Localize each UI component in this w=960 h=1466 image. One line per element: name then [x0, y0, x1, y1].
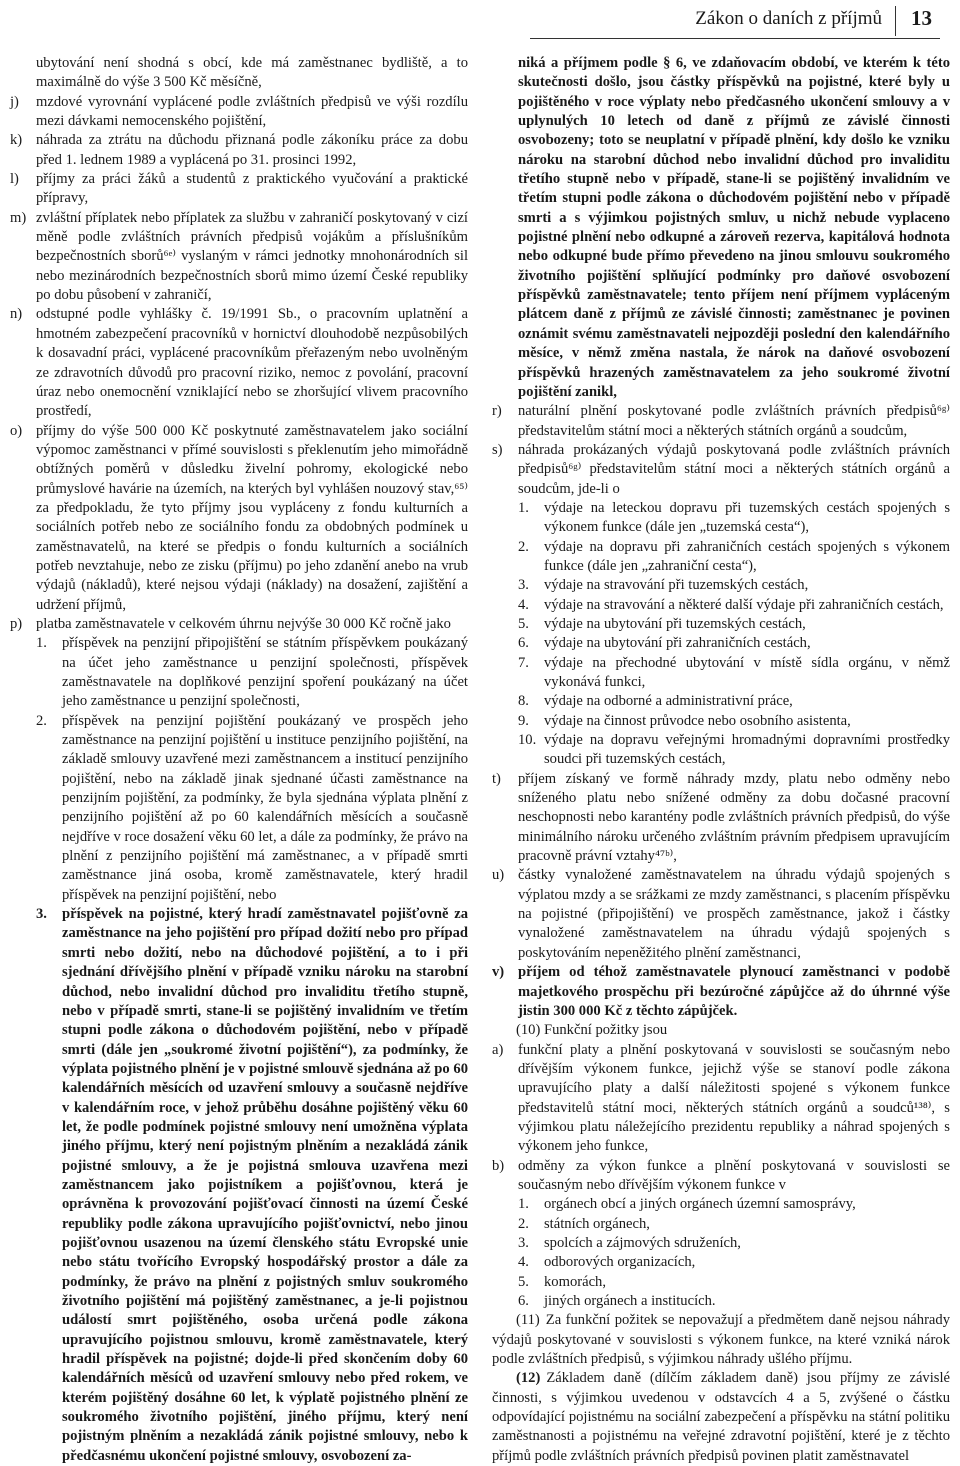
page-header: [0, 0, 960, 40]
sub-item-number: 5.: [518, 615, 529, 632]
sub-item-text: výdaje na dopravu veřejnými hromadnými dopravními prostředky soudci při tuzemských cestách,: [544, 732, 950, 768]
sub-item-text: orgánech obcí a jiných orgánech územní samosprávy,: [544, 1196, 856, 1213]
continued-item-text: ubytování není shodná s obcí, kde má zaměstnanec bydliště, a to maximálně do výše 3 500 Kč měsíčně,: [36, 55, 468, 91]
header-divider: [895, 6, 896, 36]
sub-item-number: 1.: [518, 1196, 529, 1213]
header-rule: [530, 38, 940, 39]
sub-item-number: 6.: [518, 1293, 529, 1309]
sub-item-number: 4.: [518, 596, 529, 613]
list-item-p: [10, 615, 468, 634]
sub-item-s4: [518, 596, 950, 615]
list-item-o: [10, 422, 468, 615]
sub-item-text: komorách,: [544, 1273, 607, 1290]
sub-item-text: výdaje na dopravu při zahraničních cestách spojených s výkonem funkce (dále jen „zahraniční cesta“),: [544, 538, 950, 574]
list-item-s: [492, 441, 950, 499]
item-text: naturální plnění poskytované podle zvláštních právních předpisů⁶ᵍ⁾ představitelům státní moci a některých státních orgánů a soudcům,: [518, 403, 950, 439]
sub-item-p1: [36, 634, 468, 711]
sub-item-text: výdaje na přechodné ubytování v místě sídla orgánu, v němž vykonává funkci,: [544, 654, 950, 690]
page-number: 13: [911, 6, 932, 30]
item-label: k): [10, 132, 23, 149]
sub-item-text: příspěvek na penzijní pojištění poukázaný ve prospěch jeho zaměstnance na penzijní pojištění u instituce penzijního pojištění, na základě smlouvy uzavřené mezi zaměstnancem a institucí penzijního pojištění, nebo na základě jinak sjednané účasti zaměstnance na penzijním pojištění, za podmínky, že byla sjednána výplata plnění z penzijního pojištění až po 60 kalendářních měsících a současně nejdříve v roce dosažení věku 60 let, a dále za podmínky, že právo na plnění z penzijního pojištění má zaměstnanec, a v případě smrti zaměstnance jiná osoba, kromě zaměstnavatele, který hradil příspěvek na penzijní pojištění, nebo: [62, 712, 468, 903]
paragraph-11: [492, 1311, 950, 1369]
sub-item-b1: [518, 1195, 950, 1214]
sub-item-text: výdaje na ubytování při zahraničních cestách,: [544, 635, 811, 652]
sub-item-s5: [518, 615, 950, 634]
sub-item-text: spolcích a zájmových sdruženích,: [544, 1234, 741, 1251]
sub-item-text: odborových organizacích,: [544, 1254, 696, 1271]
sub-item-text: jiných orgánech a institucích.: [544, 1293, 716, 1309]
paragraph-number: (12): [516, 1370, 541, 1387]
sub-item-s10: [518, 731, 950, 770]
sub-item-number: 9.: [518, 712, 529, 729]
sub-item-b3: [518, 1234, 950, 1253]
sub-item-number: 3.: [36, 906, 47, 923]
right-column: [492, 54, 950, 1466]
sub-item-number: 2.: [518, 538, 529, 555]
list-item-m: [10, 209, 468, 306]
sub-item-s8: [518, 692, 950, 711]
item-text: náhrada za ztrátu na důchodu přiznaná podle zákoníku práce za dobu před 1. lednem 1989 a vyplácená po 31. prosinci 1992,: [36, 132, 468, 168]
sub-item-number: 1.: [518, 499, 529, 516]
sub-item-text: výdaje na leteckou dopravu při tuzemských cestách spojených s výkonem funkce (dále jen „tuzemská cesta“),: [544, 499, 950, 536]
paragraph-10-heading: (10) Funkční požitky jsou: [516, 1022, 668, 1039]
sub-item-s3: [518, 576, 950, 595]
sub-item-b2: [518, 1215, 950, 1234]
item-text: příjmy za práci žáků a studentů z praktického vyučování a praktické přípravy,: [36, 171, 468, 207]
item-text: zvláštní příplatek nebo příplatek za službu v zahraničí poskytovaný v cizí měně podle zvláštních právních předpisů vojákům a příslušníkům bezpečnostních sborů⁶ᵉ⁾ vyslaným v rámci jednotky mnohonárodních sil nebo mezinárodních bezpečnostních sborů mimo území České republiky po dobu působení v zahraničí,: [36, 209, 468, 304]
sub-item-text: výdaje na ubytování při tuzemských cestách,: [544, 615, 806, 632]
sub-item-number: 3.: [518, 577, 529, 594]
sub-item-s7: [518, 654, 950, 693]
sub-item-text: výdaje na stravování při tuzemských cestách,: [544, 577, 809, 594]
sub-item-s9: [518, 712, 950, 731]
item-text: funkční platy a plnění poskytovaná v souvislosti se současným nebo dřívějším výkonem funkce, jejichž výše se stanoví podle zákona upravujícího platy a další náležitosti spojené s výkonem funkce představitelů státní moci, některých státních orgánů a soudců¹³⁸⁾, s výjimkou platu náležejícího prezidentu republiky a náhrad spojených s výkonem jeho funkce,: [518, 1041, 950, 1155]
list-item-10b: [492, 1157, 950, 1196]
list-item-u: [492, 866, 950, 963]
sub-item-text: výdaje na činnost průvodce nebo osobního asistenta,: [544, 712, 851, 729]
sub-item-s2: [518, 538, 950, 577]
item-label: p): [10, 615, 23, 632]
list-item-t: [492, 770, 950, 867]
sub-item-s1: [518, 499, 950, 538]
paragraph-number: (11): [516, 1312, 540, 1329]
left-column: [10, 54, 468, 1466]
item-text: náhrada prokázaných výdajů poskytovaná podle zvláštních právních předpisů⁶ᵍ⁾ představitelům státní moci a některých státních orgánů a soudcům, jde-li o: [518, 441, 950, 497]
item-text: platba zaměstnavatele v celkovém úhrnu nejvýše 30 000 Kč ročně jako: [36, 615, 451, 632]
item-text: příjem získaný ve formě náhrady mzdy, platu nebo odměny nebo sníženého platu nebo snížené odměny za dobu dočasné pracovní neschopnosti nebo karantény podle zvláštních právních předpisů, do výše minimálního nároku určeného zvláštním právním předpisem upravujícím pracovně právní vztahy⁴⁷ᵇ⁾,: [518, 770, 950, 865]
sub-item-p3: [36, 905, 468, 1466]
paragraph-12: [492, 1369, 950, 1466]
item-text: mzdové vyrovnání vyplácené podle zvláštních předpisů ve výši rozdílu mezi dávkami nemocenského pojištění,: [36, 93, 468, 130]
sub-item-number: 6.: [518, 635, 529, 652]
sub-item-number: 4.: [518, 1254, 529, 1271]
item-label: m): [10, 209, 27, 226]
item-label: l): [10, 171, 19, 188]
sub-item-b6: [518, 1292, 950, 1311]
sub-item-text: státních orgánech,: [544, 1215, 650, 1232]
sub-item-number: 1.: [36, 635, 47, 652]
item-label: t): [492, 770, 501, 787]
sub-item-text: příspěvek na pojistné, který hradí zaměstnavatel pojišťovně za zaměstnance na jeho pojištění pro případ dožití nebo pro případ smrti nebo dožití, nebo na důchodové pojištění, a to i při sjednání dřívějšího plnění v případě vzniku nároku na starobní důchod, nebo invalidní důchod pro invaliditu třetího stupně, nebo v případě smrti, stane-li se pojištěný invalidním ve třetím stupni podle zákona o důchodovém pojištění, nebo v případě smrti (dále jen „soukromé životní pojištění“), za podmínky, že výplata pojistného plnění je v pojistné smlouvě sjednána až po 60 kalendářních měsících od uzavření smlouvy a současně nejdříve v kalendářním roce, v jehož průběhu dosáhne pojištěný věku 60 let, že podle podmínek pojistné smlouvy není umožněna výplata jiného příjmu, který není pojistným plněním a nezakládá zánik pojistné smlouvy, a že je pojistná smlouva uzavřena mezi zaměstnancem jako pojistníkem a pojišťovnou, která je oprávněna k provozování pojišťovací činnosti na území České republiky podle zákona upravujícího pojišťovnictví, nebo jinou pojišťovnou usazenou na území členského státu Evropské unie nebo státu tvořícího Evropský hospodářský prostor a dále za podmínky, že právo na plnění z pojistných smluv soukromého životního pojištění má pojištěný zaměstnanec, a je-li pojistnou událostí smrt pojištěného, osoba určená podle zákona upravujícího pojistnou smlouvu, kromě zaměstnavatele, který hradil příspěvek na pojistné; dojde-li před skončením doby 60 kalendářních měsíců od uzavření smlouvy nebo před rokem, ve kterém pojištěný dosáhne 60 let, k výplatě pojistného plnění ze soukromého životního pojištění, jiného příjmu, který není pojistným plněním a nezakládá zánik pojistné smlouvy, nebo k předčasnému ukončení pojistné smlouvy, osvobození za-: [62, 906, 468, 1464]
item-text: příjem od téhož zaměstnavatele plynoucí zaměstnanci v podobě majetkového prospěchu při bezúročné zápůjčce až do úhrnné výše jistin 300 000 Kč z těchto zápůjček.: [518, 964, 950, 1019]
item-label: n): [10, 306, 23, 323]
list-item-10a: [492, 1041, 950, 1157]
item-label: r): [492, 403, 502, 420]
item-label: j): [10, 93, 19, 110]
sub-item-text: výdaje na stravování a některé další výdaje při zahraničních cestách,: [544, 596, 944, 613]
sub-item-number: 8.: [518, 693, 529, 710]
item-label: o): [10, 422, 23, 439]
sub-item-number: 2.: [36, 712, 47, 729]
sub-item-number: 5.: [518, 1273, 529, 1290]
running-title: Zákon o daních z příjmů: [695, 8, 882, 29]
item-text: příjmy do výše 500 000 Kč poskytnuté zaměstnavatelem jako sociální výpomoc zaměstnanci v přímé souvislosti s překlenutím jeho mimořádně obtížných poměrů v důsledku živelní pohromy, ekologické nebo průmyslové havárie na územích, na kterých byl vyhlášen nouzový stav,⁶⁵⁾ za předpokladu, že tyto příjmy jsou vypláceny z fondu kulturních a sociálních potřeb nebo ze sociálního fondu za obdobných podmínek u zaměstnavatelů, na které se předpis o fondu kulturních a sociálních potřeb nevztahuje, nebo ze zisku (příjmu) po jeho zdanění anebo na vrub výdajů (nákladů), které nejsou výdaji (náklady) na dosažení, zajištění a udržení příjmů,: [36, 422, 468, 613]
item-text: odměny za výkon funkce a plnění poskytovaná v souvislosti se současným nebo dřívějším výkonem funkce v: [518, 1157, 950, 1193]
sub-item-text: příspěvek na penzijní připojištění se státním příspěvkem poukázaný na účet jeho zaměstnance u penzijní společnosti, příspěvek zaměstnavatele na doplňkové penzijní spoření poukázaný na účet jeho zaměstnance u penzijní společnosti,: [62, 635, 468, 710]
list-item-v: [492, 963, 950, 1021]
sub-item-text: výdaje na odborné a administrativní práce,: [544, 693, 793, 710]
list-item-k: [10, 131, 468, 170]
paragraph-text: Základem daně (dílčím základem daně) jsou příjmy ze závislé činnosti, s výjimkou uvedenou v odstavcích 4 a 5, zvýšené o částku odpovídající pojistnému na sociální zabezpečení a příspěvku na státní politiku zaměstnanosti a pojistnému na veřejné zdravotní pojištění, které je z těchto příjmů podle zvláštních právních předpisů povinen platit zaměstnavatel: [492, 1370, 950, 1464]
continued-item-text: niká a příjmem podle § 6, ve zdaňovacím období, ve kterém k této skutečnosti došlo, jsou částky příspěvků na pojistné, které byly u pojištěného v roce výplaty nebo předčasného ukončení smlouvy a v uplynulých 10 letech od daně z příjmů ze závislé činnosti osvobozeny; toto se neuplatní v případě plnění, kdy došlo ke vzniku nároku na starobní důchod nebo invalidní důchod pro invaliditu třetího stupně nebo v případě, stane-li se pojištěný invalidním ve třetím stupni podle zákona o důchodovém pojištění nebo v případě smrti a s výjimkou pojistných smluv, u nichž nebude vyplaceno pojistné plnění nebo odkupné a zároveň rezerva, kapitálová hodnota nebo odkupné bude přímo převedeno na jinou smlouvu soukromého životního pojištění splňující podmínky pro daňové osvobození příspěvků zaměstnavatele; tento příjem není příjmem vypláceným plátcem daně z příjmů ze závislé činnosti; zaměstnanec je povinen oznámit svému zaměstnavateli nejpozději poslední den kalendářního měsíce, v němž změna nastala, že nárok na daňové osvobození příspěvků hrazených zaměstnavatelem za jeho soukromé životní pojištění zanikl,: [518, 55, 950, 400]
item-label: b): [492, 1157, 505, 1174]
sub-item-number: 7.: [518, 654, 529, 671]
list-item-l: [10, 170, 468, 209]
sub-item-b4: [518, 1253, 950, 1272]
sub-item-number: 3.: [518, 1234, 529, 1251]
sub-item-b5: [518, 1273, 950, 1292]
sub-item-number: 2.: [518, 1215, 529, 1232]
sub-item-number: 10.: [518, 732, 537, 749]
item-text: částky vynaložené zaměstnavatelem na úhradu výdajů spojených s výplatou mzdy a se srážkami ze mzdy zaměstnanci, s placením příspěvku na pojistné (připojištění) ve prospěch zaměstnance, jakož i částky vynaložené zaměstnavatelem na úhradu výdajů spojených s poskytováním nepeněžitého plnění zaměstnanci,: [518, 867, 950, 961]
item-label: u): [492, 867, 505, 884]
paragraph-text: Za funkční požitek se nepovažují a předmětem daně nejsou náhrady výdajů poskytované v souvislosti s výkonem funkce, na které vzniká nárok podle zvláštních předpisů, s výjimkou náhrady ušlého příjmu.: [492, 1312, 950, 1368]
item-label: v): [492, 964, 505, 981]
item-label: s): [492, 441, 503, 458]
list-item-r: [492, 402, 950, 441]
sub-item-s6: [518, 634, 950, 653]
list-item-j: [10, 93, 468, 132]
sub-item-p2: [36, 712, 468, 905]
item-text: odstupné podle vyhlášky č. 19/1991 Sb., o pracovním uplatnění a hmotném zabezpečení pracovníků v hornictví dlouhodobě nezpůsobilých k dosavadní práci, vyplácené pracovníkům přeřazeným nebo uvolněným ze zdravotních důvodů pro pracovní riziko, nemoc z povolání, pracovní úraz nebo onemocnění vzniklající nebo se zhoršující vlivem pracovního prostředí,: [36, 306, 468, 420]
list-item-n: [10, 305, 468, 421]
item-label: a): [492, 1041, 504, 1058]
